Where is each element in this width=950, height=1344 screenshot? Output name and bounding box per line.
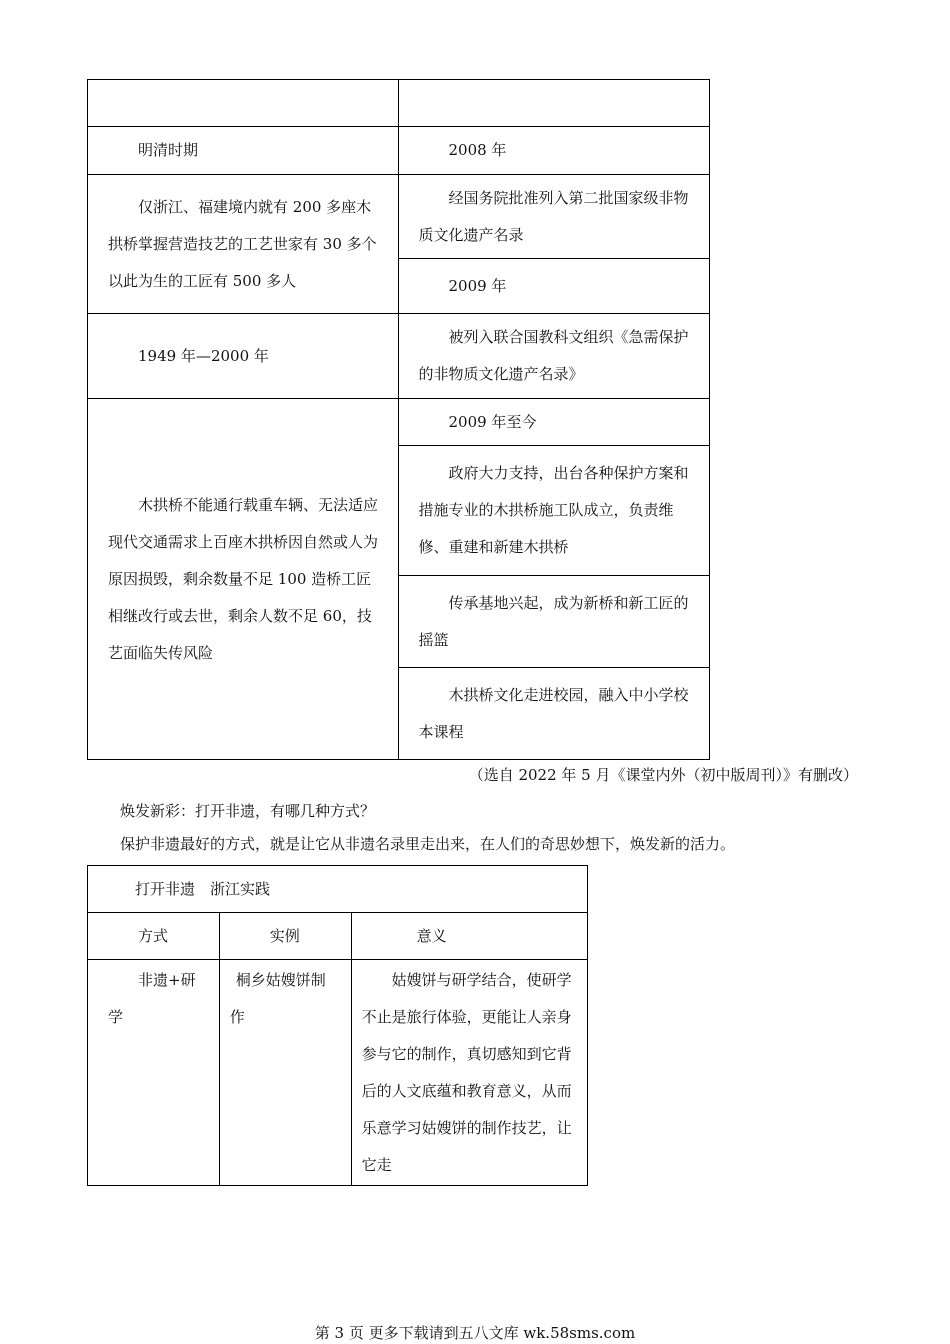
measure-base: 传承基地兴起，成为新桥和新工匠的摇篮 [398, 576, 710, 668]
header-example: 实例 [219, 913, 351, 960]
status-ming-qing: 仅浙江、福建境内就有 200 多座木拱桥掌握营造技艺的工艺世家有 30 多个以此为生的工匠有 500 多人 [88, 175, 399, 314]
measure-government: 政府大力支持，出台各种保护方案和措施专业的木拱桥施工队成立，负责维修、重建和新建木拱桥 [398, 446, 710, 576]
timeline-table [87, 79, 710, 760]
practice-table-title: 打开非遗 浙江实践 [88, 866, 588, 913]
year-2009: 2009 年 [398, 259, 710, 314]
year-2008: 2008 年 [398, 127, 710, 175]
table1-empty-left [88, 80, 399, 127]
event-2009: 被列入联合国教科文组织《急需保护的非物质文化遗产名录》 [398, 314, 710, 399]
section-question: 焕发新彩：打开非遗，有哪几种方式？ [120, 802, 376, 820]
period-ming-qing: 明清时期 [88, 127, 399, 175]
section-intro: 保护非遗最好的方式，就是让它从非遗名录里走出来，在人们的奇思妙想下，焕发新的活力。 [120, 835, 736, 853]
header-method: 方式 [88, 913, 220, 960]
measure-school: 木拱桥文化走进校园，融入中小学校本课程 [398, 668, 710, 760]
period-1949-2000: 1949 年—2000 年 [88, 314, 399, 399]
source-note: （选自 2022 年 5 月《课堂内外（初中版周刊）》有删改） [468, 766, 858, 784]
row-method: 非遗+研学 [88, 960, 220, 1186]
row-meaning: 姑嫂饼与研学结合，使研学不止是旅行体验，更能让人亲身参与它的制作，真切感知到它背后的人文底蕴和教育意义，从而乐意学习姑嫂饼的制作技艺，让它走 [351, 960, 587, 1186]
header-meaning: 意义 [351, 913, 587, 960]
table1-empty-right [398, 80, 710, 127]
status-1949-2000: 木拱桥不能通行载重车辆、无法适应现代交通需求上百座木拱桥因自然或人为原因损毁，剩余数量不足 100 造桥工匠相继改行或去世，剩余人数不足 60，技艺面临失传风险 [88, 399, 399, 760]
row-example: 桐乡姑嫂饼制作 [219, 960, 351, 1186]
page-footer: 第 3 页 更多下载请到五八文库 wk.58sms.com [314, 1324, 636, 1342]
event-2008: 经国务院批准列入第二批国家级非物质文化遗产名录 [398, 175, 710, 259]
practice-table [87, 865, 588, 1186]
period-2009-now: 2009 年至今 [398, 399, 710, 446]
